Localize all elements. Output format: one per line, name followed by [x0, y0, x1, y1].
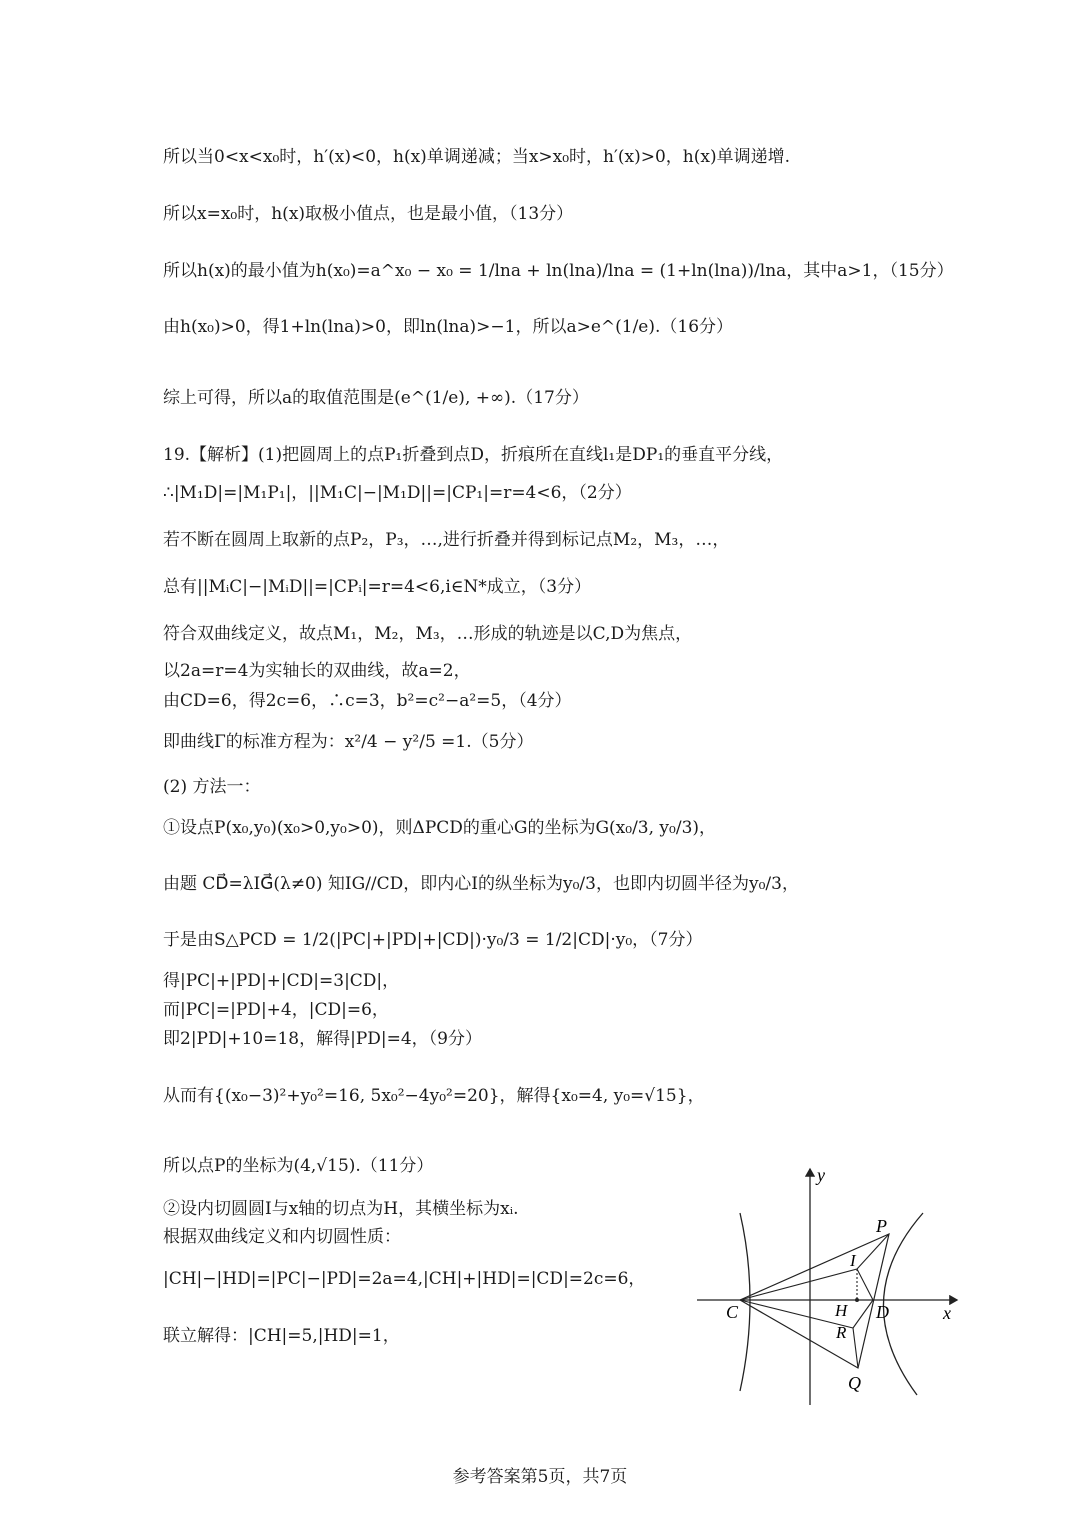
label-q: Q: [848, 1373, 861, 1393]
page-footer: 参考答案第5页，共7页: [452, 1467, 628, 1487]
solution-line: 即曲线Γ的标准方程为：x²/4 − y²/5 =1.（5分）: [163, 732, 534, 752]
solution-line: (2) 方法一：: [163, 777, 261, 797]
solution-line: 根据双曲线定义和内切圆性质：: [163, 1227, 401, 1247]
solution-line: 由题 CD⃗=λIG⃗(λ≠0) 知IG//CD，即内心I的纵坐标为y₀/3，也即内切圆半径为y₀/3，: [163, 874, 799, 894]
solution-line: ①设点P(x₀,y₀)(x₀>0,y₀>0)，则ΔPCD的重心G的坐标为G(x₀/3, y₀/3)，: [163, 818, 717, 838]
solution-line: 从而有{(x₀−3)²+y₀²=16, 5x₀²−4y₀²=20}，解得{x₀=4, y₀=√15}，: [163, 1086, 705, 1106]
solution-line: 由h(x₀)>0，得1+ln(lna)>0，即ln(lna)>−1，所以a>e^(1/e).（16分）: [163, 317, 734, 337]
solution-line: 所以h(x)的最小值为h(x₀)=a^x₀ − x₀ = 1/lna + ln(lna)/lna = (1+ln(lna))/lna，其中a>1，（15分）: [163, 261, 954, 281]
solution-line: 所以x=x₀时，h(x)取极小值点，也是最小值，（13分）: [163, 204, 574, 224]
label-r: R: [836, 1323, 847, 1342]
label-c: C: [726, 1302, 739, 1322]
solution-line: 而|PC|=|PD|+4，|CD|=6，: [163, 1000, 389, 1020]
label-d: D: [876, 1302, 889, 1322]
solution-line: 综上可得，所以a的取值范围是(e^(1/e), +∞).（17分）: [163, 388, 589, 408]
triangle-cpq: [740, 1234, 889, 1368]
label-p: P: [876, 1216, 887, 1236]
solution-line: 若不断在圆周上取新的点P₂，P₃，…,进行折叠并得到标记点M₂，M₃，…，: [163, 530, 730, 550]
solution-line: 得|PC|+|PD|+|CD|=3|CD|，: [163, 971, 400, 991]
solution-line: 联立解得：|CH|=5,|HD|=1，: [163, 1326, 400, 1346]
solution-line: 于是由S△PCD = 1/2(|PC|+|PD|+|CD|)·y₀/3 = 1/2|CD|·y₀，（7分）: [163, 930, 703, 950]
hyperbola-figure: [695, 1163, 965, 1408]
solution-line: 所以当0<x<x₀时，h′(x)<0，h(x)单调递减；当x>x₀时，h′(x)>0，h(x)单调递增.: [163, 147, 790, 167]
label-i: I: [850, 1251, 856, 1270]
label-y: y: [817, 1165, 825, 1185]
solution-line: 符合双曲线定义，故点M₁，M₂，M₃，…形成的轨迹是以C,D为焦点，: [163, 624, 693, 644]
right-branch: [883, 1213, 923, 1395]
label-h: H: [835, 1301, 848, 1320]
solution-line: ②设内切圆圆I与x轴的切点为H，其横坐标为xᵢ.: [163, 1199, 519, 1219]
solution-line: 19.【解析】(1)把圆周上的点P₁折叠到点D，折痕所在直线l₁是DP₁的垂直平分线，: [163, 445, 784, 465]
solution-line: ∴|M₁D|=|M₁P₁|，||M₁C|−|M₁D||=|CP₁|=r=4<6，（2分）: [163, 483, 632, 503]
solution-line: 即2|PD|+10=18，解得|PD|=4，（9分）: [163, 1029, 482, 1049]
solution-line: 以2a=r=4为实轴长的双曲线，故a=2，: [163, 661, 471, 681]
label-x: x: [943, 1303, 951, 1323]
solution-line: |CH|−|HD|=|PC|−|PD|=2a=4,|CH|+|HD|=|CD|=2c=6，: [163, 1269, 646, 1289]
solution-line: 所以点P的坐标为(4,√15).（11分）: [163, 1156, 434, 1176]
solution-line: 总有||MᵢC|−|MᵢD||=|CPᵢ|=r=4<6,i∈N*成立，（3分）: [163, 577, 592, 597]
solution-line: 由CD=6，得2c=6，∴c=3，b²=c²−a²=5，（4分）: [163, 691, 572, 711]
